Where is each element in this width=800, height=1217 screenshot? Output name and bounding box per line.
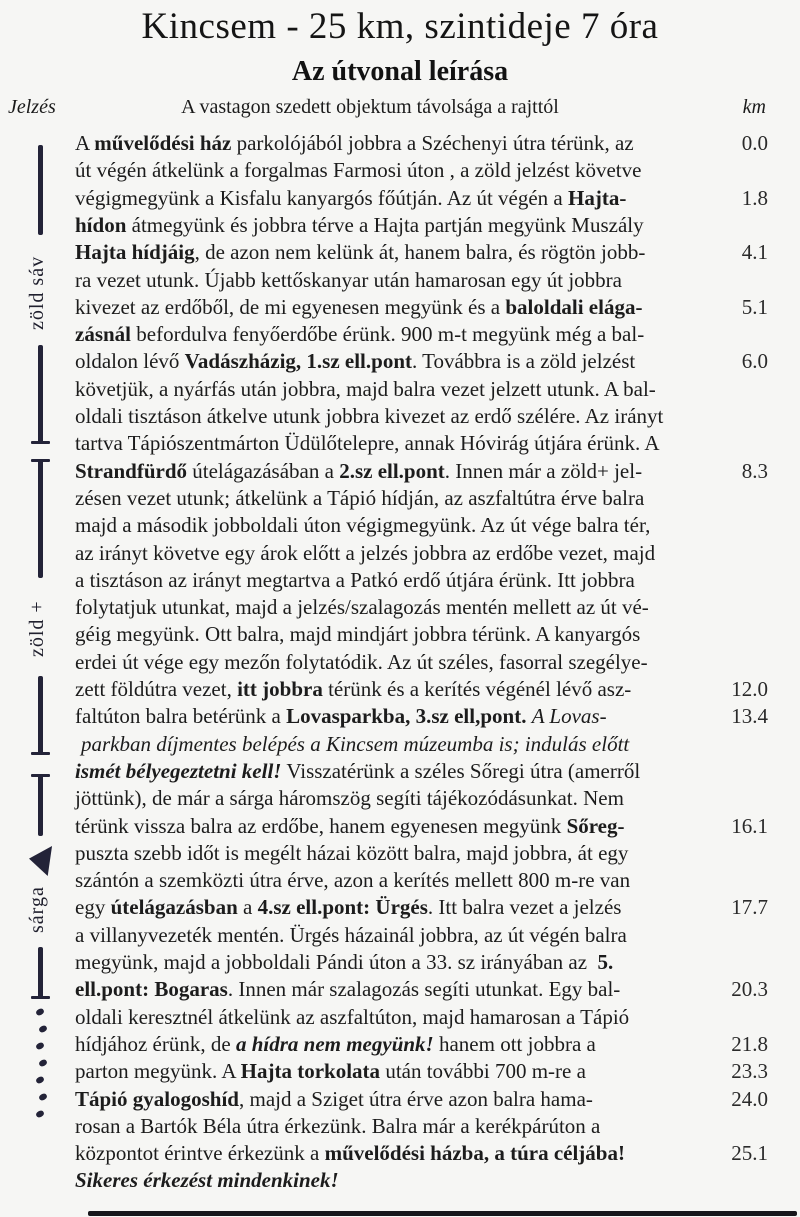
body-line [75, 731, 731, 759]
km-value: 12.0 [731, 677, 768, 701]
body-line [75, 785, 725, 813]
km-value: 0.0 [741, 131, 768, 155]
text-segment: . Itt balra vezet a jelzés [427, 895, 622, 920]
km-value: 24.0 [731, 1086, 768, 1111]
text-segment: jöttünk), de már a sárga háromszög segíti tájékozódásunkat. Nem [75, 786, 624, 811]
text-segment: út végén átkelünk a forgalmas Farmosi úton , a zöld jelzést követve [75, 158, 642, 183]
text-segment: térünk vissza balra az erdőbe, hanem egyenesen megyünk [75, 813, 567, 838]
km-value: 4.1 [741, 240, 768, 265]
text-segment: hanem ott jobbra a [433, 1031, 596, 1056]
text-segment: Hajta torkolata [240, 1059, 381, 1084]
column-header-km: km [742, 96, 766, 118]
text-segment: 5. [597, 950, 614, 974]
body-line [75, 130, 725, 158]
body-line [75, 1167, 725, 1195]
text-segment: útelágazásban [110, 895, 238, 920]
text-segment: parton megyünk. A [75, 1059, 241, 1084]
text-segment: folytatjuk utunkat, majd a jelzés/szalagozás mentén mellett az út vé- [75, 595, 649, 620]
text-segment: géig megyünk. Ott balra, majd mindjárt jobbra térünk. A kanyargós [75, 622, 641, 647]
body-line [75, 758, 725, 786]
km-value: 23.3 [731, 1059, 768, 1084]
text-segment: . Innen már a zöld+ jel- [444, 458, 643, 483]
text-segment: ismét bélyegeztetni kell! [75, 758, 282, 783]
text-segment: a [237, 895, 258, 920]
km-value: 8.3 [741, 458, 768, 483]
text-segment: Hajta- [568, 185, 627, 210]
scan-edge-bar [88, 1211, 797, 1216]
body-line [75, 649, 725, 677]
text-segment: megyünk, majd a jobboldali Pándi úton a 33. sz irányában az [75, 950, 598, 974]
km-value: 25.1 [731, 1141, 768, 1166]
body-line [75, 703, 725, 731]
text-segment: A Lovas- [531, 704, 607, 729]
text-segment: művelődési ház [94, 131, 232, 155]
text-segment: Lovasparkba, 3.sz ell,pont. [286, 704, 527, 729]
text-segment: végigmegyünk a Kisfalu kanyargós főútján. Az út végén a [75, 185, 568, 210]
km-value: 21.8 [731, 1031, 768, 1056]
text-segment: művelődési házba, a túra céljába! [324, 1141, 625, 1166]
text-segment: oldalon lévő [75, 349, 185, 374]
body-line [75, 867, 725, 895]
body-line [75, 621, 725, 649]
text-segment: a hídra nem megyünk! [235, 1031, 434, 1056]
text-segment: ra vezet utunk. Újabb kettőskanyar után hamarosan egy út jobbra [75, 267, 622, 292]
body-line [75, 430, 725, 458]
body-line [75, 976, 725, 1004]
body-line [75, 185, 725, 213]
blaze-label: sárga [26, 886, 48, 934]
text-segment: baloldali elága- [505, 294, 643, 319]
body-line [75, 894, 725, 922]
text-segment: parkolójából jobbra a Széchenyi útra térünk, az [231, 131, 634, 155]
text-segment: központot érintve érkezünk a [75, 1141, 325, 1166]
body-line [75, 813, 725, 841]
text-segment: hídon [75, 212, 127, 237]
text-segment: Tápió gyalogoshíd [75, 1086, 239, 1111]
text-segment: rosan a Bartók Béla útra érkezünk. Balra már a kerékpárúton a [75, 1113, 601, 1138]
text-segment: puszta szebb időt is megélt házai között balra, majd jobbra, át egy [75, 840, 629, 865]
body-line [75, 1086, 725, 1114]
body-line [75, 376, 725, 404]
body-line [75, 403, 725, 431]
text-segment: Strandfürdő [75, 458, 188, 483]
body-line [75, 512, 725, 540]
text-segment: követjük, a nyárfás után jobbra, majd balra vezet jelzett utunk. A bal- [75, 376, 656, 401]
text-segment: egy [75, 895, 111, 920]
km-value: 16.1 [731, 813, 768, 838]
body-line [75, 1004, 725, 1032]
body-line [75, 1113, 725, 1141]
body-line [75, 321, 725, 349]
body-line [75, 348, 725, 376]
text-segment: befordulva fenyőerdőbe érünk. 900 m-t megyünk még a bal- [131, 322, 645, 347]
text-segment: az irányt követve egy árok előtt a jelzés jobbra az erdőbe vezet, majd [75, 540, 656, 565]
km-value: 13.4 [731, 704, 768, 729]
body-line [75, 239, 725, 267]
text-segment: oldali keresztnél átkelünk az aszfaltúton, majd hamarosan a Tápió [75, 1004, 630, 1029]
body-line [75, 1140, 725, 1168]
text-segment: majd a második jobboldali úton végigmegyünk. Az út vége balra tér, [75, 513, 651, 538]
text-segment: átmegyünk és jobbra térve a Hajta partján megyünk Muszály [126, 212, 644, 237]
blaze-label: zöld sáv [26, 255, 48, 331]
text-segment: térünk és a kerítés végénél lévő asz- [322, 677, 632, 701]
text-segment: . Továbbra is a zöld jelzést [412, 349, 636, 374]
text-segment: Visszatérünk a széles Sőregi útra (amerről [281, 758, 641, 783]
body-line [75, 157, 725, 185]
body-line [75, 540, 725, 568]
text-segment: Vadászházig, 1.sz ell.pont [184, 349, 412, 374]
body-line [75, 567, 725, 595]
text-segment: parkban díjmentes belépés a Kincsem múzeumba is; indulás előtt [81, 731, 630, 756]
body-line [75, 485, 725, 513]
km-value: 1.8 [741, 185, 768, 210]
text-segment: . Innen már szalagozás segíti utunkat. Egy bal- [227, 977, 621, 1002]
text-segment: , majd a Sziget útra érve azon balra hama- [238, 1086, 593, 1111]
text-segment: Hajta hídjáig [75, 240, 195, 265]
text-segment: kivezet az erdőből, de mi egyenesen megyünk és a [75, 294, 506, 319]
km-value: 6.0 [741, 349, 768, 374]
text-segment: tartva Tápiószentmárton Üdülőtelepre, annak Hóvirág útjára érünk. A [75, 431, 660, 456]
text-segment: Sikeres érkezést mindenkinek! [75, 1168, 339, 1193]
km-value: 5.1 [741, 294, 768, 319]
text-segment: 2.sz ell.pont [339, 458, 445, 483]
text-segment: oldali tisztáson átkelve utunk jobbra kivezet az erdő szélére. Az irányt [75, 404, 664, 428]
text-segment: zásnál [75, 322, 132, 347]
text-segment: , de azon nem kelünk át, hanem balra, és rögtön jobb- [194, 240, 646, 265]
body-line [75, 1031, 725, 1059]
km-value: 20.3 [731, 977, 768, 1002]
text-segment: útelágazásában a [187, 458, 340, 483]
text-segment: itt jobbra [237, 677, 323, 701]
body-line [75, 1058, 725, 1086]
body-line [75, 267, 725, 295]
text-segment: után további 700 m-re a [380, 1059, 586, 1084]
text-segment: zett földútra vezet, [75, 677, 238, 701]
text-segment: szántón a szemközti útra érve, azon a kerítés mellett 800 m-re van [75, 868, 631, 893]
body-line [75, 676, 725, 704]
text-segment: erdei út vége egy mezőn folytatódik. Az út széles, fasorral szegélye- [75, 649, 648, 674]
body-line [75, 922, 725, 950]
page-title: Kincsem - 25 km, szintideje 7 óra [141, 6, 659, 47]
text-segment: ell.pont: Bogaras [75, 977, 228, 1002]
column-header-jelzes: Jelzés [8, 96, 56, 118]
column-header-description: A vastagon szedett objektum távolsága a rajttól [181, 96, 559, 118]
body-line [75, 949, 725, 977]
text-segment: A [75, 131, 95, 155]
page-subtitle: Az útvonal leírása [291, 56, 509, 87]
text-segment: a tisztáson az irányt megtartva a Patkó erdő útjára érünk. Itt jobbra [75, 567, 635, 592]
text-segment: faltúton balra betérünk a [75, 704, 287, 729]
blaze-label: zöld + [26, 600, 48, 658]
body-line [75, 212, 725, 240]
text-segment: Sőreg- [566, 813, 625, 838]
text-segment: hídjához érünk, de [75, 1031, 236, 1056]
body-line [75, 840, 725, 868]
body-line [75, 594, 725, 622]
km-value: 17.7 [731, 895, 768, 920]
body-line [75, 294, 725, 322]
text-segment: 4.sz ell.pont: Ürgés [257, 895, 428, 920]
text-segment: a villanyvezeték mentén. Ürgés házainál jobbra, az út végén balra [75, 922, 627, 947]
body-line [75, 458, 725, 486]
text-segment: zésen vezet utunk; átkelünk a Tápió hídján, az aszfaltútra érve balra [75, 485, 645, 510]
